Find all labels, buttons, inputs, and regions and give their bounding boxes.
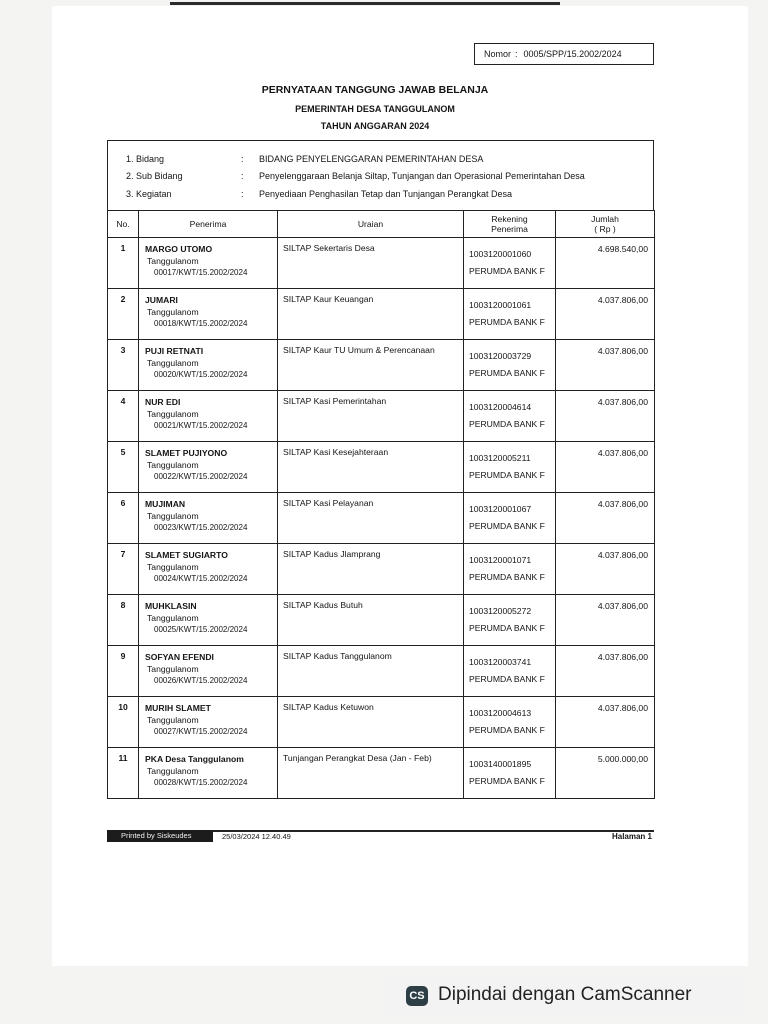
account-cell — [464, 595, 556, 646]
nomor-colon: : — [515, 49, 518, 59]
recipient-cell — [139, 442, 278, 493]
account-number: 1003120005211 — [469, 453, 531, 463]
recipient-name: SOFYAN EFENDI — [145, 652, 214, 662]
info-key: 1. Bidang — [126, 154, 165, 164]
recipient-cell — [139, 340, 278, 391]
header-rekening-line2: Penerima — [491, 224, 528, 234]
info-colon: : — [241, 189, 244, 199]
receipt-number: 00026/KWT/15.2002/2024 — [154, 676, 248, 685]
row-number: 4 — [108, 391, 139, 442]
recipient-village: Tanggulanom — [147, 409, 199, 419]
bank-name: PERUMDA BANK F — [469, 776, 545, 786]
amount-cell: 4.698.540,00 — [556, 238, 655, 289]
row-number: 6 — [108, 493, 139, 544]
header-jumlah — [556, 211, 655, 238]
printed-by-label: Printed by Siskeudes — [107, 830, 213, 842]
recipient-name: PUJI RETNATI — [145, 346, 204, 356]
receipt-number: 00020/KWT/15.2002/2024 — [154, 370, 248, 379]
bank-name: PERUMDA BANK F — [469, 266, 545, 276]
header-uraian: Uraian — [278, 211, 464, 238]
account-cell — [464, 493, 556, 544]
recipient-name: MARGO UTOMO — [145, 244, 213, 254]
recipient-name: MURIH SLAMET — [145, 703, 211, 713]
recipient-name: MUHKLASIN — [145, 601, 197, 611]
account-number: 1003120001061 — [469, 300, 532, 310]
info-colon: : — [241, 171, 244, 181]
bank-name: PERUMDA BANK F — [469, 470, 545, 480]
row-number: 3 — [108, 340, 139, 391]
account-number: 1003120001067 — [469, 504, 532, 514]
row-number: 9 — [108, 646, 139, 697]
recipient-village: Tanggulanom — [147, 256, 199, 266]
row-number: 2 — [108, 289, 139, 340]
description-cell: SILTAP Kaur Keuangan — [278, 289, 464, 340]
info-colon: : — [241, 154, 244, 164]
amount-cell: 4.037.806,00 — [556, 289, 655, 340]
amount-cell: 4.037.806,00 — [556, 697, 655, 748]
info-box — [107, 140, 654, 211]
camscanner-logo-icon: CS — [406, 986, 428, 1006]
receipt-number: 00027/KWT/15.2002/2024 — [154, 727, 248, 736]
recipient-village: Tanggulanom — [147, 664, 199, 674]
nomor-label: Nomor — [484, 49, 512, 59]
document-year: TAHUN ANGGARAN 2024 — [320, 121, 430, 131]
account-cell — [464, 697, 556, 748]
table-row — [108, 340, 655, 391]
document-title: PERNYATAAN TANGGUNG JAWAB BELANJA — [261, 84, 489, 96]
amount-cell: 4.037.806,00 — [556, 442, 655, 493]
nomor-box — [474, 43, 654, 65]
document-subtitle: PEMERINTAH DESA TANGGULANOM — [295, 104, 455, 114]
recipient-cell — [139, 238, 278, 289]
recipient-village: Tanggulanom — [147, 715, 199, 725]
bank-name: PERUMDA BANK F — [469, 368, 545, 378]
recipient-village: Tanggulanom — [147, 511, 199, 521]
table-row — [108, 391, 655, 442]
recipient-name: JUMARI — [145, 295, 178, 305]
amount-cell: 4.037.806,00 — [556, 391, 655, 442]
nomor-value: 0005/SPP/15.2002/2024 — [523, 49, 622, 59]
row-number: 10 — [108, 697, 139, 748]
description-cell: SILTAP Kadus Tanggulanom — [278, 646, 464, 697]
amount-cell: 5.000.000,00 — [556, 748, 655, 799]
amount-cell: 4.037.806,00 — [556, 340, 655, 391]
header-jumlah-line2: ( Rp ) — [594, 224, 616, 234]
bank-name: PERUMDA BANK F — [469, 419, 545, 429]
receipt-number: 00023/KWT/15.2002/2024 — [154, 523, 248, 532]
payment-table — [107, 210, 655, 799]
bank-name: PERUMDA BANK F — [469, 623, 545, 633]
recipient-village: Tanggulanom — [147, 562, 199, 572]
header-rekening — [464, 211, 556, 238]
scan-edge-line — [170, 2, 560, 5]
account-cell — [464, 238, 556, 289]
description-cell: SILTAP Sekertaris Desa — [278, 238, 464, 289]
table-row — [108, 544, 655, 595]
description-cell: SILTAP Kasi Pelayanan — [278, 493, 464, 544]
account-cell — [464, 289, 556, 340]
receipt-number: 00028/KWT/15.2002/2024 — [154, 778, 248, 787]
description-cell: SILTAP Kadus Butuh — [278, 595, 464, 646]
account-number: 1003120003729 — [469, 351, 532, 361]
camscanner-badge — [386, 976, 746, 1016]
bank-name: PERUMDA BANK F — [469, 521, 545, 531]
description-cell: SILTAP Kasi Kesejahteraan — [278, 442, 464, 493]
recipient-name: SLAMET PUJIYONO — [145, 448, 228, 458]
page-number: Halaman 1 — [611, 832, 652, 841]
table-row — [108, 493, 655, 544]
recipient-village: Tanggulanom — [147, 613, 199, 623]
account-cell — [464, 442, 556, 493]
info-key: 3. Kegiatan — [126, 189, 172, 199]
table-row — [108, 748, 655, 799]
recipient-cell — [139, 493, 278, 544]
account-number: 1003120003741 — [469, 657, 532, 667]
account-number: 1003120004614 — [469, 402, 532, 412]
recipient-village: Tanggulanom — [147, 307, 199, 317]
amount-cell: 4.037.806,00 — [556, 646, 655, 697]
receipt-number: 00021/KWT/15.2002/2024 — [154, 421, 248, 430]
account-cell — [464, 646, 556, 697]
account-cell — [464, 340, 556, 391]
header-penerima: Penerima — [139, 211, 278, 238]
receipt-number: 00018/KWT/15.2002/2024 — [154, 319, 248, 328]
row-number: 1 — [108, 238, 139, 289]
receipt-number: 00022/KWT/15.2002/2024 — [154, 472, 248, 481]
recipient-cell — [139, 595, 278, 646]
receipt-number: 00025/KWT/15.2002/2024 — [154, 625, 248, 634]
bank-name: PERUMDA BANK F — [469, 317, 545, 327]
recipient-village: Tanggulanom — [147, 358, 199, 368]
row-number: 7 — [108, 544, 139, 595]
header-jumlah-line1: Jumlah — [591, 214, 619, 224]
table-row — [108, 646, 655, 697]
description-cell: SILTAP Kasi Pemerintahan — [278, 391, 464, 442]
recipient-cell — [139, 391, 278, 442]
info-value: Penyelenggaraan Belanja Siltap, Tunjangan dan Operasional Pemerintahan Desa — [259, 171, 585, 181]
header-rekening-line1: Rekening — [491, 214, 528, 224]
bank-name: PERUMDA BANK F — [469, 572, 545, 582]
row-number: 8 — [108, 595, 139, 646]
account-number: 1003120004613 — [469, 708, 532, 718]
receipt-number: 00024/KWT/15.2002/2024 — [154, 574, 248, 583]
recipient-name: NUR EDI — [145, 397, 181, 407]
recipient-cell — [139, 697, 278, 748]
header-no: No. — [108, 211, 139, 238]
recipient-cell — [139, 748, 278, 799]
bank-name: PERUMDA BANK F — [469, 725, 545, 735]
table-row — [108, 238, 655, 289]
row-number: 11 — [108, 748, 139, 799]
amount-cell: 4.037.806,00 — [556, 544, 655, 595]
recipient-name: SLAMET SUGIARTO — [145, 550, 228, 560]
description-cell: SILTAP Kadus Jlamprang — [278, 544, 464, 595]
account-cell — [464, 391, 556, 442]
info-value: BIDANG PENYELENGGARAN PEMERINTAHAN DESA — [259, 154, 484, 164]
row-number: 5 — [108, 442, 139, 493]
table-row — [108, 697, 655, 748]
recipient-cell — [139, 544, 278, 595]
recipient-cell — [139, 646, 278, 697]
table-row — [108, 595, 655, 646]
account-number: 1003140001895 — [469, 759, 532, 769]
description-cell: SILTAP Kaur TU Umum & Perencanaan — [278, 340, 464, 391]
account-number: 1003120001060 — [469, 249, 532, 259]
account-cell — [464, 748, 556, 799]
account-number: 1003120005272 — [469, 606, 532, 616]
amount-cell: 4.037.806,00 — [556, 595, 655, 646]
description-cell: Tunjangan Perangkat Desa (Jan - Feb) — [278, 748, 464, 799]
amount-cell: 4.037.806,00 — [556, 493, 655, 544]
recipient-village: Tanggulanom — [147, 460, 199, 470]
account-number: 1003120001071 — [469, 555, 532, 565]
table-row — [108, 289, 655, 340]
info-key: 2. Sub Bidang — [126, 171, 183, 181]
info-value: Penyediaan Penghasilan Tetap dan Tunjangan Perangkat Desa — [259, 189, 513, 199]
recipient-name: PKA Desa Tanggulanom — [145, 754, 244, 764]
receipt-number: 00017/KWT/15.2002/2024 — [154, 268, 248, 277]
recipient-cell — [139, 289, 278, 340]
recipient-village: Tanggulanom — [147, 766, 199, 776]
table-row — [108, 442, 655, 493]
recipient-name: MUJIMAN — [145, 499, 186, 509]
print-datetime: 25/03/2024 12.40.49 — [222, 832, 291, 841]
account-cell — [464, 544, 556, 595]
table-header-row — [108, 211, 655, 238]
bank-name: PERUMDA BANK F — [469, 674, 545, 684]
description-cell: SILTAP Kadus Ketuwon — [278, 697, 464, 748]
camscanner-text: Dipindai dengan CamScanner — [438, 984, 692, 1005]
